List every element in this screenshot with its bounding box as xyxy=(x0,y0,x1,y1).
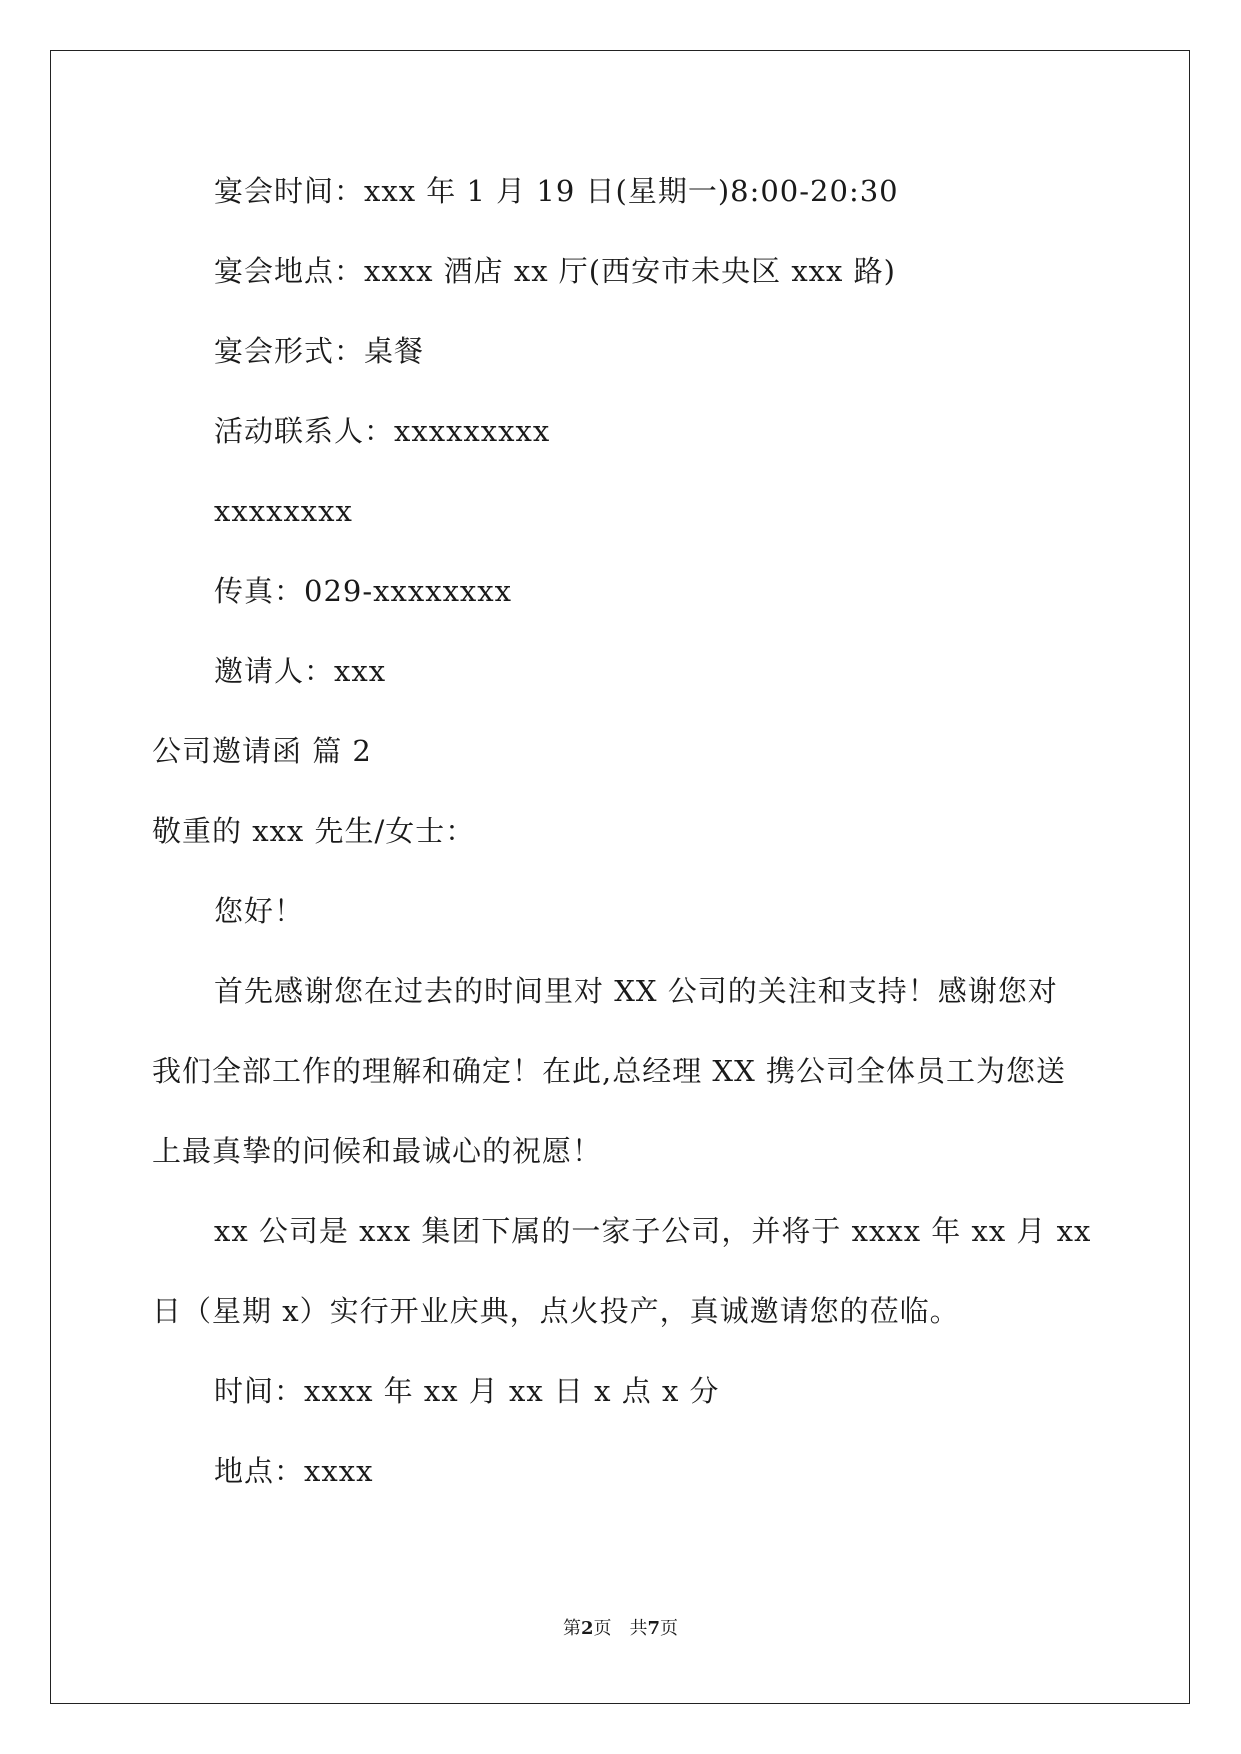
contact-number-line: xxxxxxxx xyxy=(214,494,353,528)
total-page-count: 7 xyxy=(647,1618,661,1639)
salutation: 敬重的 xxx 先生/女士： xyxy=(152,814,476,848)
banquet-venue-line: 宴会地点：xxxx 酒店 xx 厅(西安市未央区 xxx 路) xyxy=(214,254,896,288)
greeting: 您好！ xyxy=(214,894,305,928)
body-paragraph-2-line-1: xx 公司是 xxx 集团下属的一家子公司，并将于 xxxx 年 xx 月 xx xyxy=(214,1214,1092,1248)
footer-suffix: 页 xyxy=(660,1618,679,1639)
event-location-line: 地点：xxxx xyxy=(214,1454,374,1488)
inviter-line: 邀请人：xxx xyxy=(214,654,387,688)
body-paragraph-1-line-3: 上最真挚的问候和最诚心的祝愿！ xyxy=(152,1134,603,1168)
banquet-time-line: 宴会时间：xxx 年 1 月 19 日(星期一)8:00-20:30 xyxy=(214,174,899,208)
contact-person-line: 活动联系人：xxxxxxxxx xyxy=(214,414,551,448)
body-paragraph-1-line-2: 我们全部工作的理解和确定！在此,总经理 XX 携公司全体员工为您送 xyxy=(152,1054,1066,1088)
body-paragraph-2-line-2: 日（星期 x）实行开业庆典，点火投产，真诚邀请您的莅临。 xyxy=(152,1294,960,1328)
body-paragraph-1-line-1: 首先感谢您在过去的时间里对 XX 公司的关注和支持！感谢您对 xyxy=(214,974,1058,1008)
current-page-number: 2 xyxy=(580,1618,594,1639)
page-number-footer xyxy=(0,1617,1241,1641)
section-heading: 公司邀请函 篇 2 xyxy=(152,734,372,768)
banquet-format-line: 宴会形式：桌餐 xyxy=(214,334,425,368)
event-time-line: 时间：xxxx 年 xx 月 xx 日 x 点 x 分 xyxy=(214,1374,720,1408)
footer-prefix: 第 xyxy=(562,1618,581,1639)
footer-middle: 页 共 xyxy=(593,1618,648,1639)
fax-line: 传真：029-xxxxxxxx xyxy=(214,574,512,608)
